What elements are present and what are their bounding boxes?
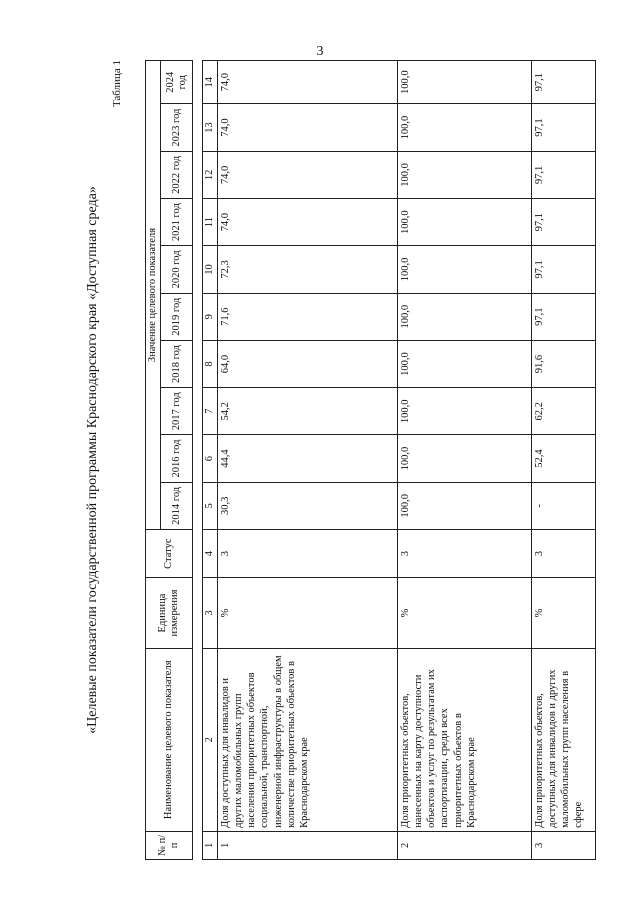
column-number: 3	[203, 578, 218, 648]
value-cell: 97,1	[532, 61, 596, 104]
header-year: 2017 год	[161, 388, 193, 435]
status-cell: 3	[218, 529, 398, 577]
value-cell: 74,0	[218, 151, 398, 198]
column-number: 8	[203, 340, 218, 387]
column-number: 4	[203, 529, 218, 577]
value-cell: 44,4	[218, 435, 398, 482]
indicator-name: Доля доступных для инвалидов и других маломобильных групп населения приоритетных объектов социальной, транспортной, инженерной инфраструктуры в общем количестве приоритетных объектов в Краснодарском крае	[218, 648, 398, 831]
header-status: Статус	[146, 529, 193, 577]
column-number: 5	[203, 482, 218, 529]
value-cell: 100,0	[398, 61, 532, 104]
header-unit: Единица измерения	[146, 578, 193, 648]
value-cell: 97,1	[532, 151, 596, 198]
value-cell: 100,0	[398, 388, 532, 435]
column-number: 10	[203, 246, 218, 293]
status-cell: 3	[398, 529, 532, 577]
value-cell: 100,0	[398, 199, 532, 246]
value-cell: 72,3	[218, 246, 398, 293]
value-cell: 62,2	[532, 388, 596, 435]
value-cell: 100,0	[398, 435, 532, 482]
column-number: 11	[203, 199, 218, 246]
column-number: 1	[203, 831, 218, 859]
column-number: 9	[203, 293, 218, 340]
header-name: Наименование целевого показателя	[146, 648, 193, 831]
value-cell: 97,1	[532, 104, 596, 151]
unit-cell: %	[532, 578, 596, 648]
header-year: 2022 год	[161, 151, 193, 198]
header-year: 2020 год	[161, 246, 193, 293]
column-number: 13	[203, 104, 218, 151]
value-cell: 100,0	[398, 104, 532, 151]
header-spacer	[193, 61, 203, 860]
table-row	[218, 61, 398, 860]
row-number: 1	[218, 831, 398, 859]
column-number: 7	[203, 388, 218, 435]
header-year: 2023 год	[161, 104, 193, 151]
value-cell: 74,0	[218, 104, 398, 151]
header-year: 2014 год	[161, 482, 193, 529]
table-row	[532, 61, 596, 860]
table-row	[398, 61, 532, 860]
value-cell: 100,0	[398, 482, 532, 529]
row-number: 3	[532, 831, 596, 859]
header-year: 2018 год	[161, 340, 193, 387]
value-cell: 100,0	[398, 340, 532, 387]
unit-cell: %	[218, 578, 398, 648]
table-label: Таблица 1	[111, 60, 123, 108]
value-cell: 91,6	[532, 340, 596, 387]
value-cell: 100,0	[398, 151, 532, 198]
status-cell: 3	[532, 529, 596, 577]
row-number: 2	[398, 831, 532, 859]
column-number: 14	[203, 61, 218, 104]
header-year: 2019 год	[161, 293, 193, 340]
value-cell: 64,0	[218, 340, 398, 387]
target-indicators-table	[145, 60, 596, 860]
document-title: «Целевые показатели государственной программы Краснодарского края «Доступная среда»	[85, 186, 100, 734]
value-cell: 97,1	[532, 199, 596, 246]
rotated-table-block	[85, 60, 640, 860]
column-number: 2	[203, 648, 218, 831]
column-number: 12	[203, 151, 218, 198]
header-year: 2021 год	[161, 199, 193, 246]
value-cell: 71,6	[218, 293, 398, 340]
header-year: 2016 год	[161, 435, 193, 482]
header-year: 2024 год	[161, 61, 193, 104]
value-cell: 97,1	[532, 293, 596, 340]
page-number: 3	[316, 44, 324, 59]
unit-cell: %	[398, 578, 532, 648]
value-cell: 100,0	[398, 293, 532, 340]
value-cell: 52,4	[532, 435, 596, 482]
value-cell: -	[532, 482, 596, 529]
column-number-row	[203, 61, 218, 860]
value-cell: 54,2	[218, 388, 398, 435]
column-number: 6	[203, 435, 218, 482]
value-cell: 74,0	[218, 61, 398, 104]
value-cell: 74,0	[218, 199, 398, 246]
header-no: № п/п	[146, 831, 193, 859]
value-cell: 30,3	[218, 482, 398, 529]
value-cell: 97,1	[532, 246, 596, 293]
value-cell: 100,0	[398, 246, 532, 293]
indicator-name: Доля приоритетных объектов, доступных для инвалидов и других маломобильных групп населения в сфере	[532, 648, 596, 831]
indicator-name: Доля приоритетных объектов, нанесенных на карту доступности объектов и услуг по результатам их паспортизации, среди всех приоритетных объектов в Краснодарском крае	[398, 648, 532, 831]
header-value-group: Значение целевого показателя	[146, 61, 161, 530]
